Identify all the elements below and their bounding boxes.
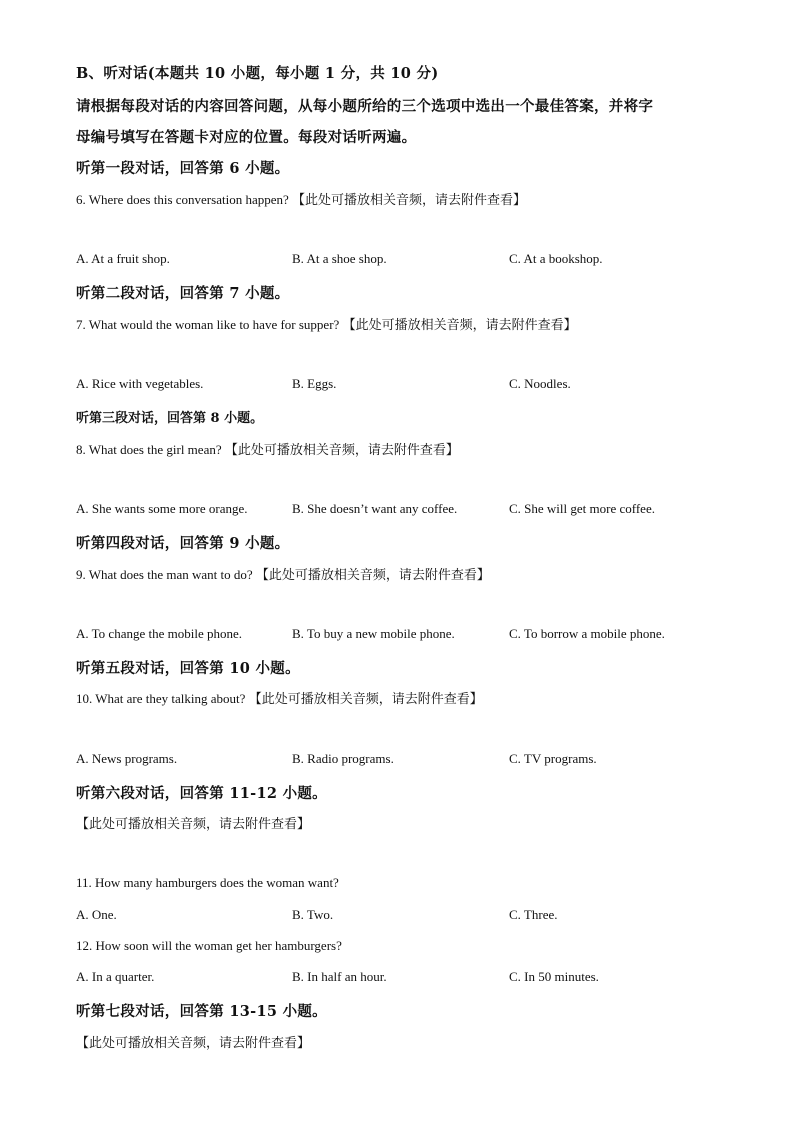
question-10-option-a: A. News programs. — [76, 751, 178, 766]
question-6-option-b: B. At a shoe shop. — [292, 251, 387, 266]
dialogue-6-header: 听第六段对话，回答第 11-12 小题。 — [76, 785, 327, 802]
question-11-option-a: A. One. — [76, 907, 117, 922]
question-8-text: 8. What does the girl mean? — [76, 442, 222, 457]
question-12-option-c: C. In 50 minutes. — [509, 969, 599, 984]
question-6-option-c: C. At a bookshop. — [509, 251, 603, 266]
question-9-text: 9. What does the man want to do? — [76, 567, 253, 582]
question-9-option-b: B. To buy a new mobile phone. — [292, 626, 455, 641]
question-6-text: 6. Where does this conversation happen? — [76, 192, 289, 207]
question-8 — [76, 439, 459, 458]
dialogue-7-header: 听第七段对话，回答第 13-15 小题。 — [76, 1003, 327, 1020]
question-9-option-c: C. To borrow a mobile phone. — [509, 626, 665, 641]
dialogue-5-header: 听第五段对话，回答第 10 小题。 — [76, 660, 300, 677]
question-9-option-a: A. To change the mobile phone. — [76, 626, 243, 641]
audio-note: 【此处可播放相关音频，请去附件查看】 — [342, 318, 577, 333]
question-11-text: 11. How many hamburgers does the woman want? — [76, 875, 339, 890]
question-7-option-a: A. Rice with vegetables. — [76, 376, 204, 391]
section-instruction-line-2: 母编号填写在答题卡对应的位置。每段对话听两遍。 — [76, 129, 417, 146]
audio-note: 【此处可播放相关音频，请去附件查看】 — [76, 817, 311, 832]
question-12-text: 12. How soon will the woman get her hamburgers? — [76, 938, 342, 953]
question-8-option-a: A. She wants some more orange. — [76, 501, 248, 516]
section-title: B、听对话(本题共 10 小题，每小题 1 分，共 10 分) — [76, 65, 439, 82]
question-6 — [76, 189, 526, 208]
audio-note: 【此处可播放相关音频，请去附件查看】 — [248, 692, 483, 707]
question-7-option-b: B. Eggs. — [292, 376, 337, 391]
question-10-option-b: B. Radio programs. — [292, 751, 394, 766]
question-7-text: 7. What would the woman like to have for supper? — [76, 317, 340, 332]
question-7 — [76, 314, 577, 333]
question-8-option-b: B. She doesn’t want any coffee. — [292, 501, 458, 516]
question-10-text: 10. What are they talking about? — [76, 691, 246, 706]
question-11-option-b: B. Two. — [292, 907, 334, 922]
question-10-option-c: C. TV programs. — [509, 751, 597, 766]
audio-note: 【此处可播放相关音频，请去附件查看】 — [76, 1036, 311, 1051]
question-12-option-b: B. In half an hour. — [292, 969, 387, 984]
question-8-option-c: C. She will get more coffee. — [509, 501, 655, 516]
question-10 — [76, 688, 483, 707]
audio-note: 【此处可播放相关音频，请去附件查看】 — [224, 443, 459, 458]
question-6-option-a: A. At a fruit shop. — [76, 251, 170, 266]
dialogue-1-header: 听第一段对话，回答第 6 小题。 — [76, 160, 290, 177]
question-7-option-c: C. Noodles. — [509, 376, 571, 391]
audio-note: 【此处可播放相关音频，请去附件查看】 — [292, 193, 527, 208]
question-12-option-a: A. In a quarter. — [76, 969, 155, 984]
dialogue-4-header: 听第四段对话，回答第 9 小题。 — [76, 535, 290, 552]
question-11-option-c: C. Three. — [509, 907, 558, 922]
question-9 — [76, 564, 490, 583]
section-instruction-line-1: 请根据每段对话的内容回答问题，从每小题所给的三个选项中选出一个最佳答案，并将字 — [76, 98, 654, 115]
dialogue-3-header: 听第三段对话，回答第 8 小题。 — [76, 411, 264, 426]
audio-note: 【此处可播放相关音频，请去附件查看】 — [255, 568, 490, 583]
dialogue-2-header: 听第二段对话，回答第 7 小题。 — [76, 285, 290, 302]
